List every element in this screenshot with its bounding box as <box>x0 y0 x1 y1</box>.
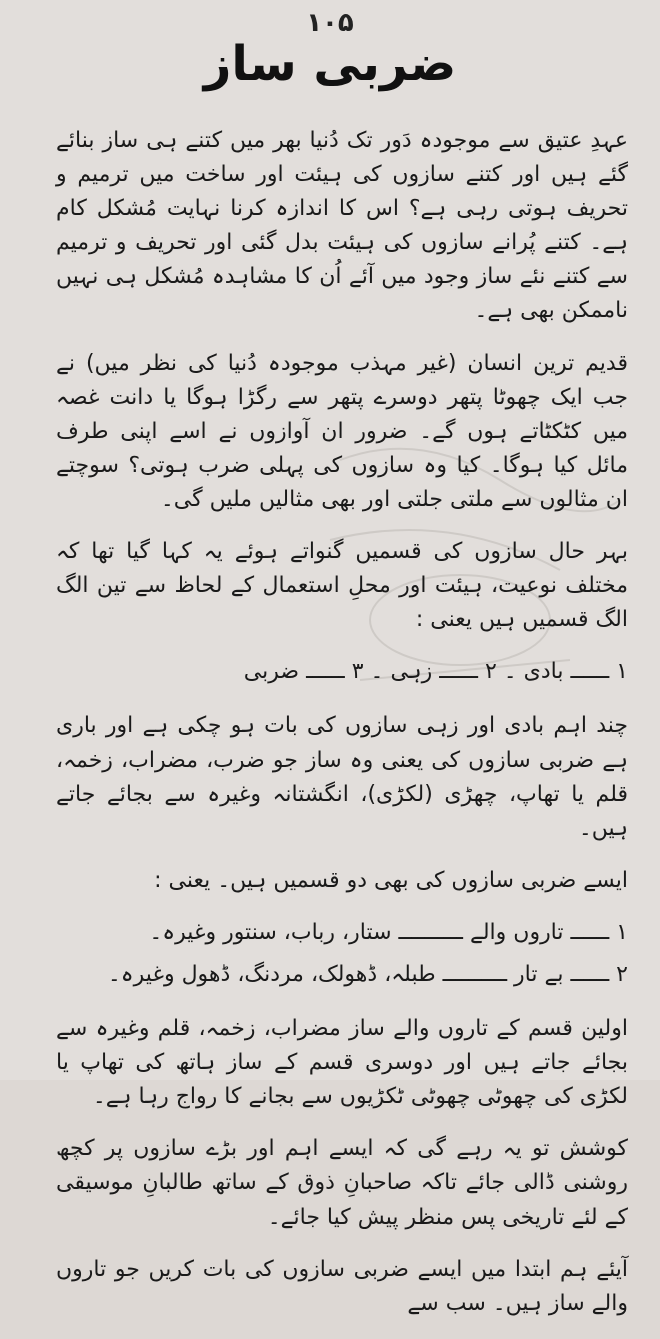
paragraph-7: کوشش تو یہ رہے گی کہ ایسے اہم اور بڑے سازوں پر کچھ روشنی ڈالی جائے تاکہ صاحبانِ ذوق کے ساتھ طالبانِ موسیقی کے لئے تاریخی پس منظر پیش کیا جائے۔ <box>56 1136 628 1230</box>
list-item-stringless: ۲ ــــــ بے تار ــــــــــ طبلہ، ڈھولک، مردنگ، ڈھول وغیرہ۔ <box>107 961 628 987</box>
paragraph-4: چند اہم بادی اور زہی سازوں کی بات ہو چکی ہے اور باری ہے ضربی سازوں کی یعنی وہ ساز جو ضرب، مضراب، زخمہ، قلم یا تھاپ، چھڑی (لکڑی)، انگشتانہ وغیرہ سے بجائے جاتے ہیں۔ <box>56 713 628 841</box>
paragraph-8: آیئے ہم ابتدا میں ایسے ضربی سازوں کی بات کریں جو تاروں والے ساز ہیں۔ سب سے <box>56 1256 628 1316</box>
chapter-title: ضربی ساز <box>203 36 457 92</box>
article-body <box>56 124 628 1339</box>
list-item-stringed: ۱ ــــــ تاروں والے ــــــــــ ستار، رباب، سنتور وغیرہ۔ <box>149 919 628 945</box>
paragraph-3: بہر حال سازوں کی قسمیں گنواتے ہوئے یہ کہا گیا تھا کہ مختلف نوعیت، ہیئت اور محلِ استعمال کے لحاظ سے تین الگ الگ قسمیں ہیں یعنی : <box>56 539 628 633</box>
instrument-types: ۱ ــــــ بادی ۔ ۲ ــــــ زہی ۔ ۳ ــــــ ضربی <box>243 659 628 685</box>
paragraph-5: ایسے ضربی سازوں کی بھی دو قسمیں ہیں۔ یعنی : <box>154 867 628 893</box>
page-number: ۱۰۵ <box>306 8 354 38</box>
percussion-kinds-list <box>56 916 628 992</box>
paragraph-6: اولین قسم کے تاروں والے ساز مضراب، زخمہ، قلم وغیرہ سے بجائے جاتے ہیں اور دوسری قسم کے ساز ہاتھ کی تھاپ یا لکڑی کی چھوٹی چھوٹی ٹکڑیوں سے بجانے کا رواج رہا ہے۔ <box>56 1016 628 1110</box>
instrument-types-list <box>56 655 628 689</box>
paragraph-1: عہدِ عتیق سے موجودہ دَور تک دُنیا بھر میں کتنے ہی ساز بنائے گئے ہیں اور کتنے سازوں کی ہیئت اور ساخت میں ترمیم و تحریف ہوتی رہی ہے؟ اس کا اندازہ کرنا نہایت مُشکل کام ہے۔ کتنے پُرانے سازوں کی ہیئت بدل گئی اور تحریف و ترمیم سے کتنے نئے ساز وجود میں آئے اُن کا مشاہدہ مُشکل ہی نہیں ناممکن بھی ہے۔ <box>56 128 628 324</box>
paragraph-2: قدیم ترین انسان (غیر مہذب موجودہ دُنیا کی نظر میں) نے جب ایک چھوٹا پتھر دوسرے پتھر سے رگڑا ہوگا یا دانت غصہ میں کٹکٹاتے ہوں گے۔ ضرور ان آوازوں نے اسے اپنی طرف مائل کیا ہوگا۔ کیا وہ سازوں کی پہلی ضرب ہوتی؟ سوچتے ان مثالوں سے ملتی جلتی اور بھی مثالیں ملیں گی۔ <box>56 350 628 512</box>
